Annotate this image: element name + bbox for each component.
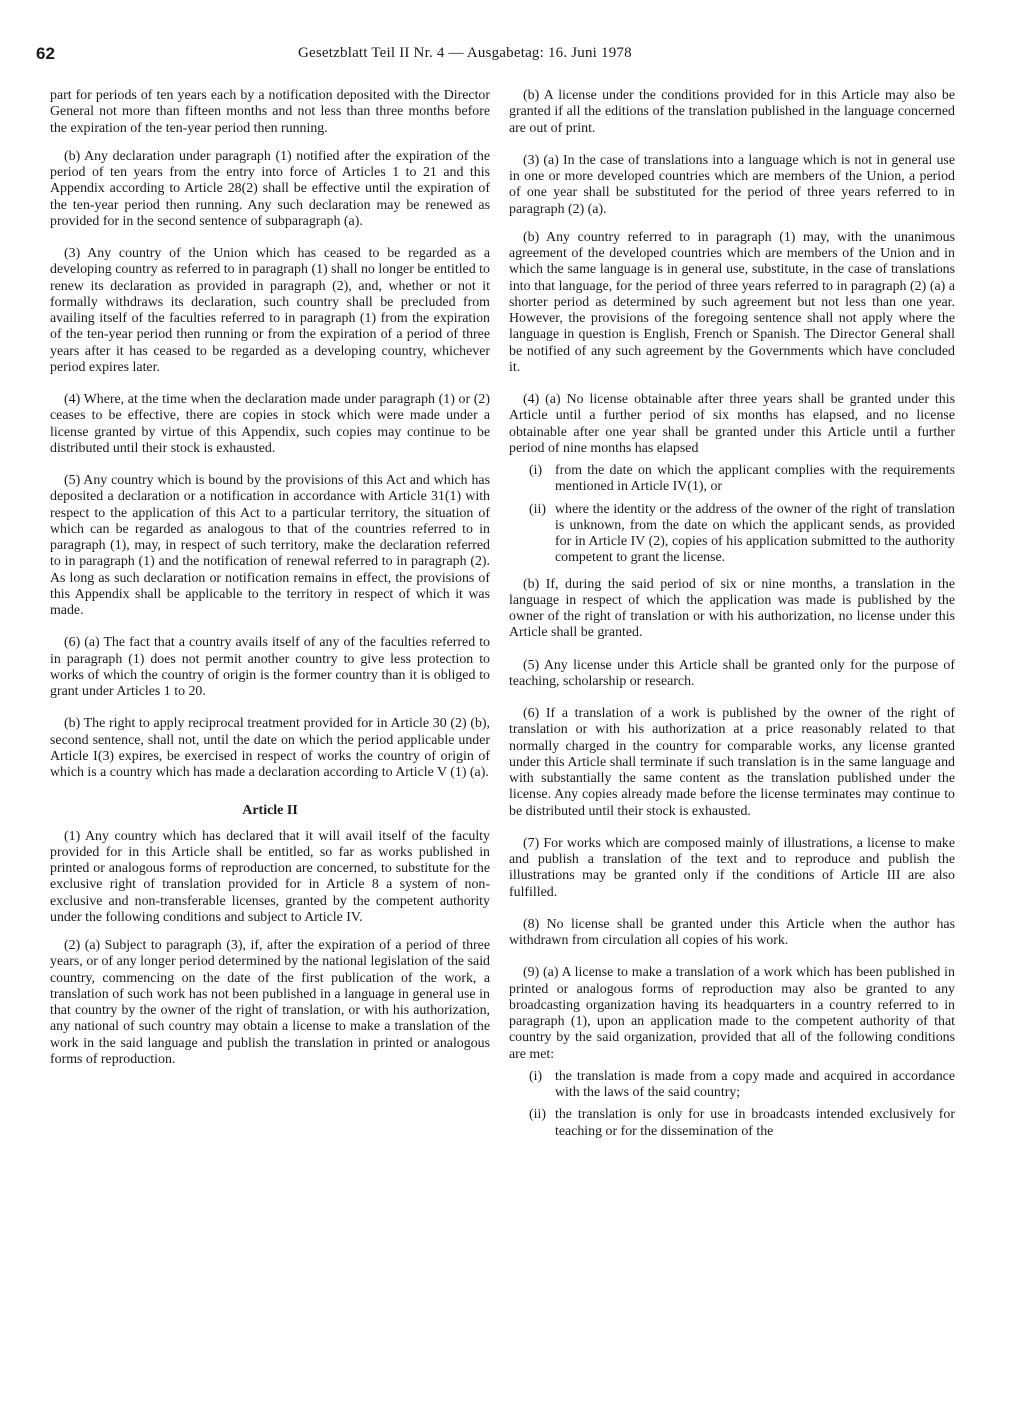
paragraph: (2) (a) Subject to paragraph (3), if, after the expiration of a period of three years, or of any longer period determined by the national legislation of the said country, commencing on the date of the first publication of the work, a translation of such work has not been published in a language in general use in that country by the owner of the right of translation, or with his authorization, any national of such country may obtain a license to make a translation of the work in the said language and publish the translation in printed or analogous forms of reproduction. [50, 938, 490, 1067]
page-header [36, 44, 986, 70]
paragraph: (6) (a) The fact that a country avails itself of any of the faculties referred to in paragraph (1) does not permit another country to give less protection to works of which the country of origin is the former country than it is obliged to grant under Articles 1 to 20. [50, 635, 490, 699]
left-column [50, 88, 490, 1080]
paragraph: (7) For works which are composed mainly of illustrations, a license to make and publish a translation of the text and to reproduce and publish the illustrations may be granted only if the conditions of Article III are also fulfilled. [509, 835, 955, 900]
paragraph: (b) A license under the conditions provided for in this Article may also be granted if all the editions of the translation published in the language concerned are out of print. [509, 88, 955, 136]
paragraph: (9) (a) A license to make a translation of a work which has been published in printed or analogous forms of reproduction may also be granted to any broadcasting organization having its headquarters in a country referred to in paragraph (1), upon an application made to the competent authority of that country by the said organization, provided that all of the following conditions are met: [509, 965, 955, 1062]
paragraph: part for periods of ten years each by a notification deposited with the Director General not more than fifteen months and not less than three months before the expiration of the ten-year period then running. [50, 88, 490, 136]
list-item-number: (ii) [529, 501, 546, 517]
article-heading: Article II [242, 803, 298, 819]
list-item-number: (i) [529, 1068, 543, 1084]
paragraph: (3) (a) In the case of translations into a language which is not in general use in one or more developed countries which are members of the Union, a period of one year shall be substituted for the period of three years referred to in paragraph (2) (a). [509, 152, 955, 217]
list-item [509, 1069, 955, 1102]
paragraph: (5) Any license under this Article shall be granted only for the purpose of teaching, scholarship or research. [509, 657, 955, 689]
list-item-number: (i) [529, 463, 543, 478]
paragraph: (b) If, during the said period of six or nine months, a translation in the language in respect of which the application was made is published by the owner of the right of translation or with his authorization, no license under this Article shall be granted. [509, 576, 955, 641]
paragraph: (4) Where, at the time when the declaration made under paragraph (1) or (2) ceases to be effective, there are copies in stock which were made under a license granted by virtue of this Appendix, such copies may continue to be distributed until their stock is exhausted. [50, 392, 490, 456]
right-column [509, 88, 955, 1146]
list-item-text: from the date on which the applicant complies with the requirements mentioned in Article IV(1), or [555, 463, 955, 495]
list-item-text: where the identity or the address of the owner of the right of translation is unknown, from the date on which the applicant sends, as provided for in Article IV (2), copies of his application submitted to the authority competent to grant the license. [555, 501, 955, 566]
paragraph: (b) Any declaration under paragraph (1) notified after the expiration of the period of ten years from the entry into force of Articles 1 to 21 and this Appendix according to Article 28(2) shall be effective until the expiration of the ten-year period then running. Any such declaration may be renewed as provided for in the second sentence of subparagraph (a). [50, 148, 490, 229]
running-head: Gesetzblatt Teil II Nr. 4 — Ausgabetag: 16. Juni 1978 [298, 45, 632, 61]
paragraph: (b) Any country referred to in paragraph (1) may, with the unanimous agreement of the developed countries which are members of the Union and in which the same language is in general use, substitute, in the case of translations into that language, for the period of three years referred to in paragraph (2) (a) a shorter period as determined by such agreement but not less than one year. However, the provisions of the foregoing sentence shall not apply where the language in question is English, French or Spanish. The Director General shall be notified of any such agreement by the Governments which have concluded it. [509, 229, 955, 375]
list-item-text: the translation is only for use in broadcasts intended exclusively for teaching or for the dissemination of the [555, 1107, 955, 1139]
paragraph: (b) The right to apply reciprocal treatment provided for in Article 30 (2) (b), second sentence, shall not, until the date on which the period applicable under Article I(3) expires, be exercised in respect of works the country of origin of which is a country which has made a declaration according to Article V (1) (a). [50, 716, 490, 780]
list-item [509, 463, 955, 496]
paragraph: (8) No license shall be granted under this Article when the author has withdrawn from circulation all copies of his work. [509, 916, 955, 948]
page-number: 62 [36, 44, 55, 63]
list-item-text: the translation is made from a copy made and acquired in accordance with the laws of the said country; [555, 1068, 955, 1100]
list-item [509, 1107, 955, 1140]
list-item [509, 502, 955, 567]
list-item-number: (ii) [529, 1107, 546, 1123]
paragraph: (5) Any country which is bound by the provisions of this Act and which has deposited a declaration or a notification in accordance with Article 31(1) with respect to the application of this Act to a particular territory, the situation of which can be regarded as analogous to that of the countries referred to in paragraph (1), may, in respect of such territory, make the declaration referred to in paragraph (1) and the notification of renewal referred to in paragraph (2). As long as such declaration or notification remains in effect, the provisions of this Appendix shall be applicable to the territory in respect of which it was made. [50, 473, 490, 618]
paragraph: (3) Any country of the Union which has ceased to be regarded as a developing country as referred to in paragraph (1) shall no longer be entitled to renew its declaration as provided in paragraph (2), and, whether or not it formally withdraws its declaration, such country shall be precluded from availing itself of the faculties referred to in paragraph (1) from the expiration of the ten-year period then running or from the expiration of a period of three years after it has ceased to be regarded as a developing country, whichever period expires later. [50, 246, 490, 375]
paragraph: (1) Any country which has declared that it will avail itself of the faculty provided for in this Article shall be entitled, so far as works published in printed or analogous forms of reproduction are concerned, to substitute for the exclusive right of translation provided for in Article 8 a system of non-exclusive and non-transferable licenses, granted by the competent authority under the following conditions and subject to Article IV. [50, 828, 490, 925]
paragraph: (4) (a) No license obtainable after three years shall be granted under this Article until a further period of six months has elapsed, and no license obtainable after one year shall be granted under this Article until a further period of nine months has elapsed [509, 392, 955, 456]
paragraph: (6) If a translation of a work is published by the owner of the right of translation or with his authorization at a price reasonably related to that normally charged in the country for comparable works, any license granted under this Article shall terminate if such translation is in the same language and with substantially the same content as the translation published under the license. Any copies already made before the license terminates may continue to be distributed until their stock is exhausted. [509, 706, 955, 819]
